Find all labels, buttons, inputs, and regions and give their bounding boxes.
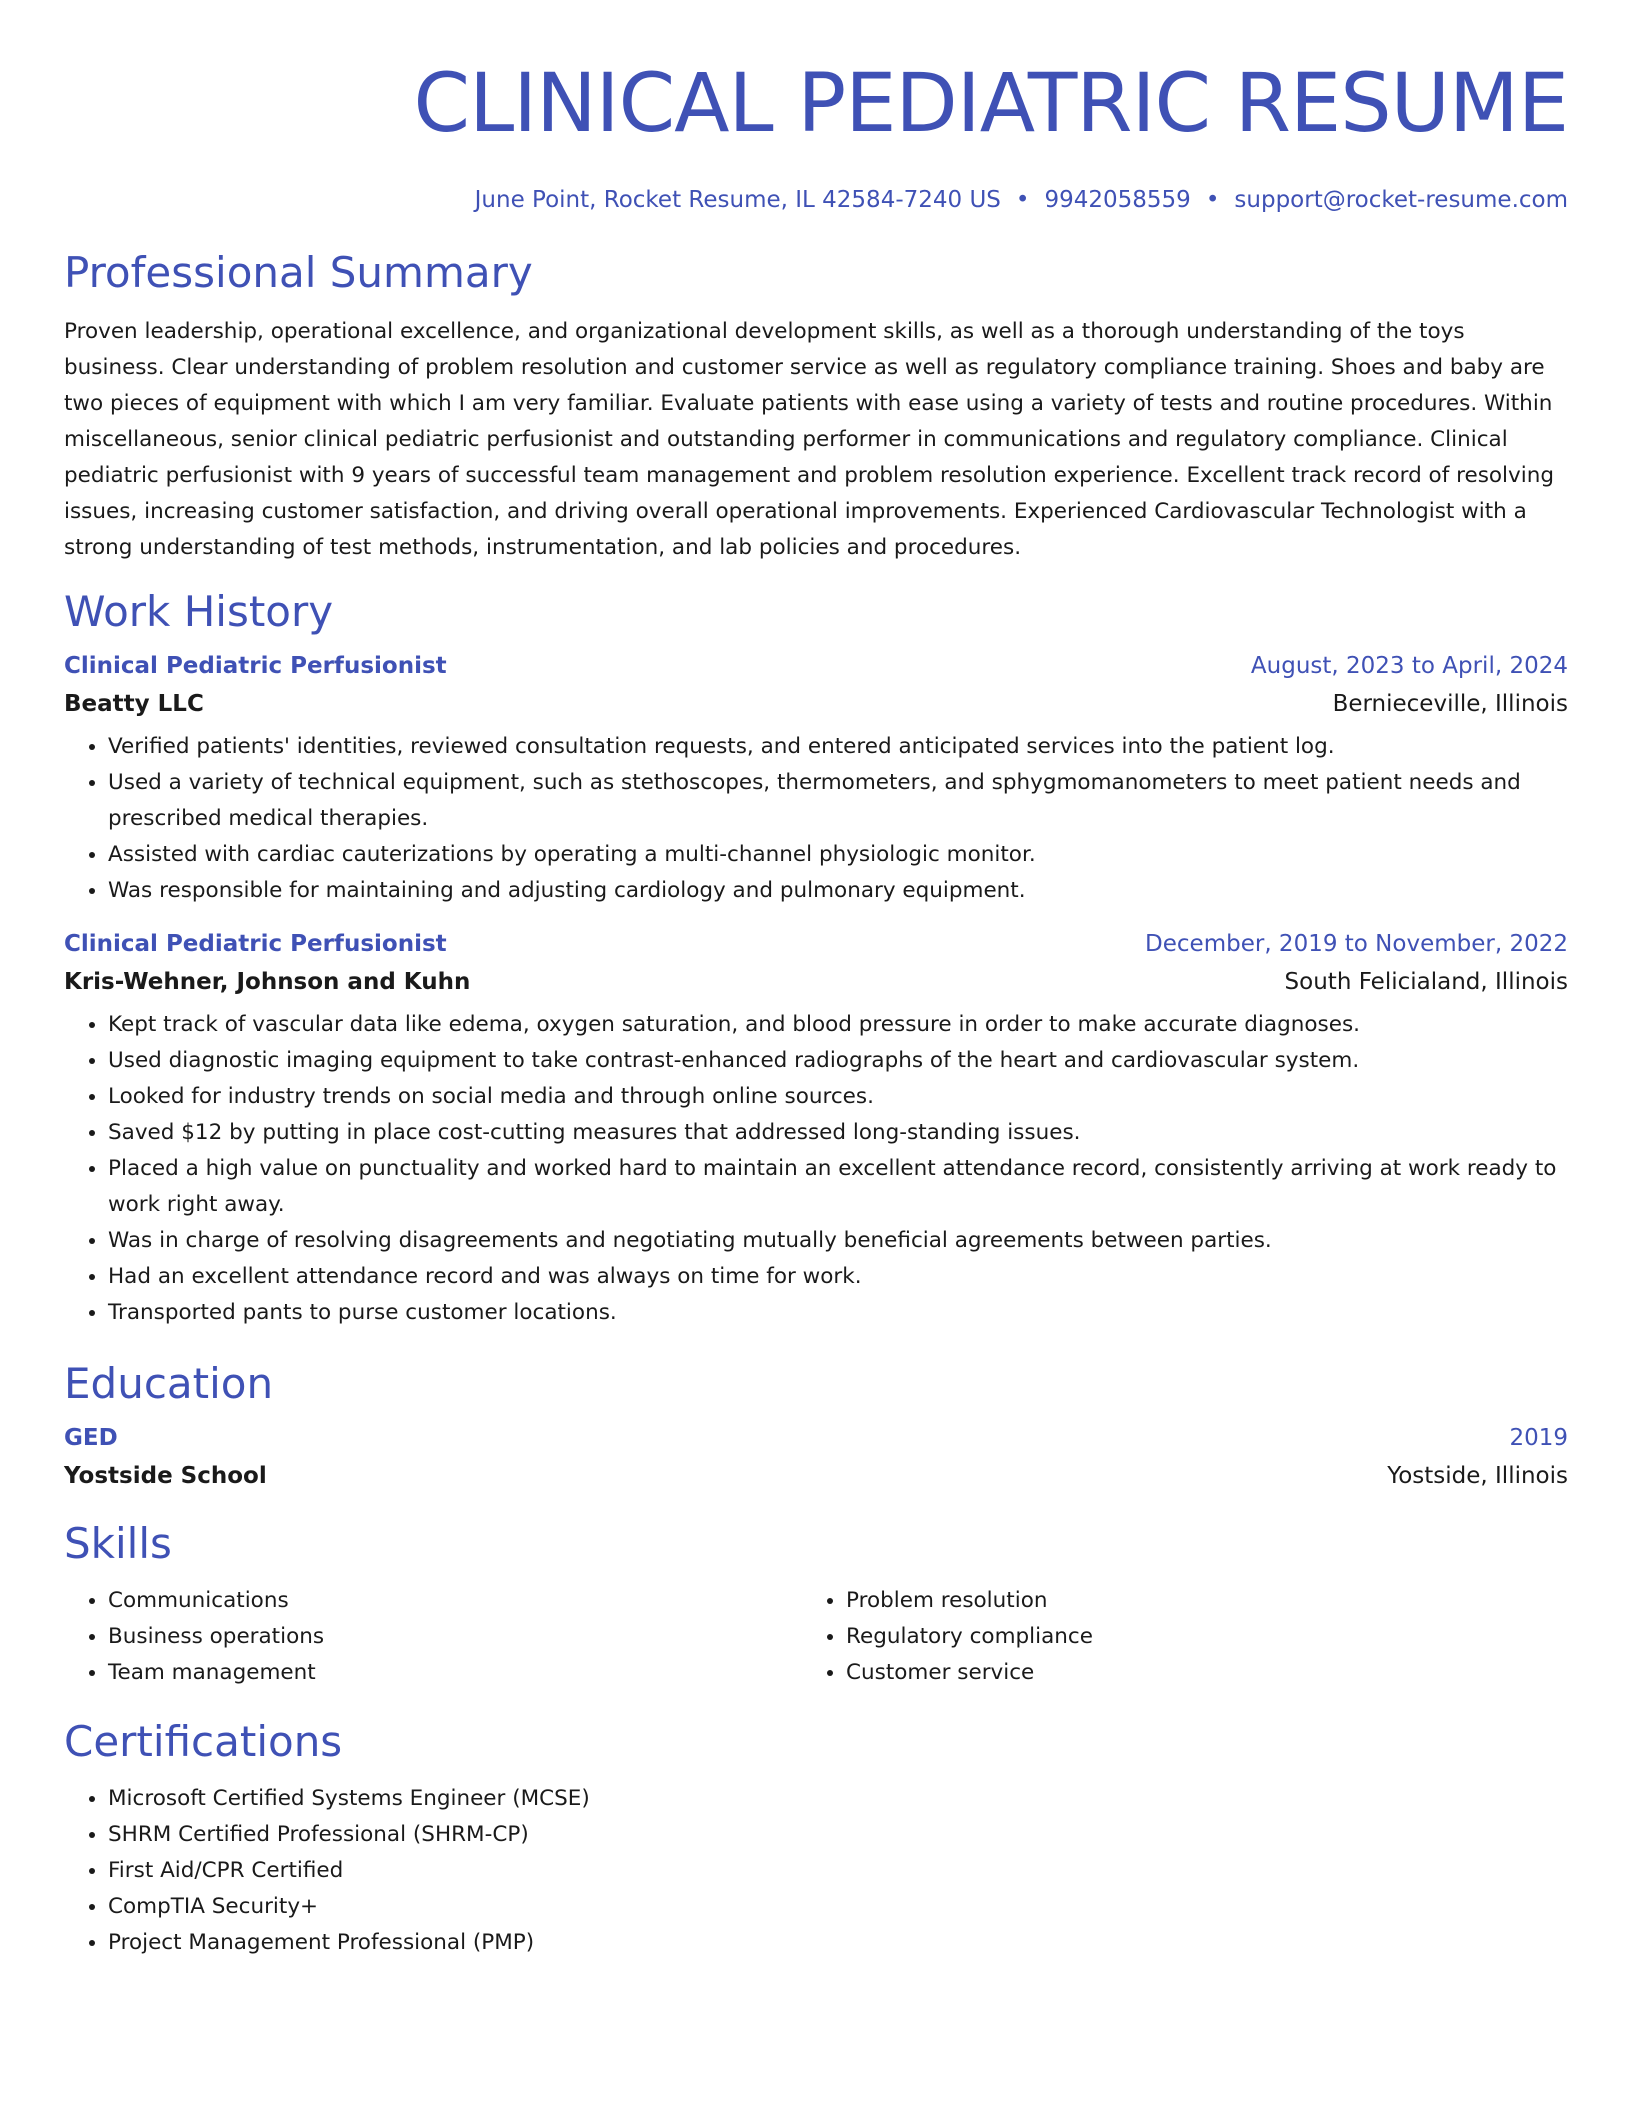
skills-section [64, 1517, 1568, 1691]
list-item: • Verified patients' identities, reviewed consultation requests, and entered anticipated services into the patient log. [108, 729, 1568, 765]
section-heading-education: Education [64, 1359, 274, 1408]
list-item: • Had an excellent attendance record and was always on time for work. [108, 1259, 1568, 1295]
list-item: • Assisted with cardiac cauterizations by operating a multi-channel physiologic monitor. [108, 837, 1568, 873]
certifications-list [64, 1781, 1568, 1961]
job-location: Bernieceville, Illinois [1332, 691, 1568, 717]
job-entry [64, 651, 1568, 909]
job-title: Clinical Pediatric Perfusionist [64, 931, 447, 957]
skills-column-right [802, 1583, 1540, 1691]
summary-text: Proven leadership, operational excellence, and organizational development skills, as well as a thorough understanding of the toys business. Clear understanding of problem resolution and customer service as well as regulatory compliance training. Shoes and baby are two pieces of equipment with which I am very familiar. Evaluate patients with ease using a variety of tests and routine procedures. Within miscellaneous, senior clinical pediatric perfusionist and outstanding performer in communications and regulatory compliance. Clinical pediatric perfusionist with 9 years of successful team management and problem resolution experience. Excellent track record of resolving issues, increasing customer satisfaction, and driving overall operational improvements. Experienced Cardiovascular Technologist with a strong understanding of test methods, instrumentation, and lab policies and procedures. [64, 319, 1554, 560]
section-heading-summary: Professional Summary [64, 248, 533, 297]
education-degree: GED [64, 1425, 118, 1451]
contact-separator: • [1015, 187, 1030, 213]
resume-title: CLINICAL PEDIATRIC RESUME [413, 57, 1568, 151]
list-item: • Regulatory compliance [846, 1619, 1540, 1655]
job-title: Clinical Pediatric Perfusionist [64, 653, 447, 679]
certifications-section [64, 1715, 1568, 1961]
list-item: • Kept track of vascular data like edema, oxygen saturation, and blood pressure in order to make accurate diagnoses. [108, 1007, 1568, 1043]
contact-address: June Point, Rocket Resume, IL 42584-7240 US [474, 187, 1001, 213]
education-section [64, 1357, 1568, 1491]
contact-email[interactable]: support@rocket-resume.com [1234, 187, 1568, 213]
section-heading-work: Work History [64, 587, 334, 636]
job-dates: December, 2019 to November, 2022 [1145, 931, 1568, 957]
list-item: • Looked for industry trends on social media and through online sources. [108, 1079, 1568, 1115]
section-heading-certifications: Certifications [64, 1717, 343, 1766]
list-item: • SHRM Certified Professional (SHRM-CP) [108, 1817, 1568, 1853]
skills-column-left [64, 1583, 802, 1691]
education-location: Yostside, Illinois [1387, 1463, 1568, 1489]
job-company: Beatty LLC [64, 691, 204, 717]
contact-separator: • [1205, 187, 1220, 213]
list-item: • Used a variety of technical equipment, such as stethoscopes, thermometers, and sphygmomanometers to meet patient needs and prescribed medical therapies. [108, 765, 1568, 837]
job-location: South Felicialand, Illinois [1284, 969, 1568, 995]
list-item: • CompTIA Security+ [108, 1889, 1568, 1925]
list-item: • Saved $12 by putting in place cost-cutting measures that addressed long-standing issues. [108, 1115, 1568, 1151]
job-bullet-list [64, 1007, 1568, 1331]
list-item: • Transported pants to purse customer locations. [108, 1295, 1568, 1331]
contact-phone: 9942058559 [1044, 187, 1191, 213]
list-item: • Communications [108, 1583, 802, 1619]
professional-summary-section [64, 246, 1568, 566]
list-item: • Project Management Professional (PMP) [108, 1925, 1568, 1961]
list-item: • First Aid/CPR Certified [108, 1853, 1568, 1889]
list-item: • Used diagnostic imaging equipment to take contrast-enhanced radiographs of the heart and cardiovascular system. [108, 1043, 1568, 1079]
job-company: Kris-Wehner, Johnson and Kuhn [64, 969, 471, 995]
job-entry [64, 929, 1568, 1331]
list-item: • Microsoft Certified Systems Engineer (MCSE) [108, 1781, 1568, 1817]
job-bullet-list [64, 729, 1568, 909]
job-dates: August, 2023 to April, 2024 [1250, 653, 1568, 679]
list-item: • Was responsible for maintaining and adjusting cardiology and pulmonary equipment. [108, 873, 1568, 909]
education-school: Yostside School [64, 1463, 267, 1489]
contact-line [64, 185, 1568, 215]
list-item: • Placed a high value on punctuality and worked hard to maintain an excellent attendance record, consistently arriving at work ready to work right away. [108, 1151, 1568, 1223]
list-item: • Customer service [846, 1655, 1540, 1691]
education-year: 2019 [1509, 1425, 1568, 1451]
skills-grid [64, 1583, 1568, 1691]
list-item: • Team management [108, 1655, 802, 1691]
list-item: • Problem resolution [846, 1583, 1540, 1619]
work-history-section [64, 585, 1568, 1331]
list-item: • Was in charge of resolving disagreements and negotiating mutually beneficial agreements between parties. [108, 1223, 1568, 1259]
list-item: • Business operations [108, 1619, 802, 1655]
section-heading-skills: Skills [64, 1519, 172, 1568]
